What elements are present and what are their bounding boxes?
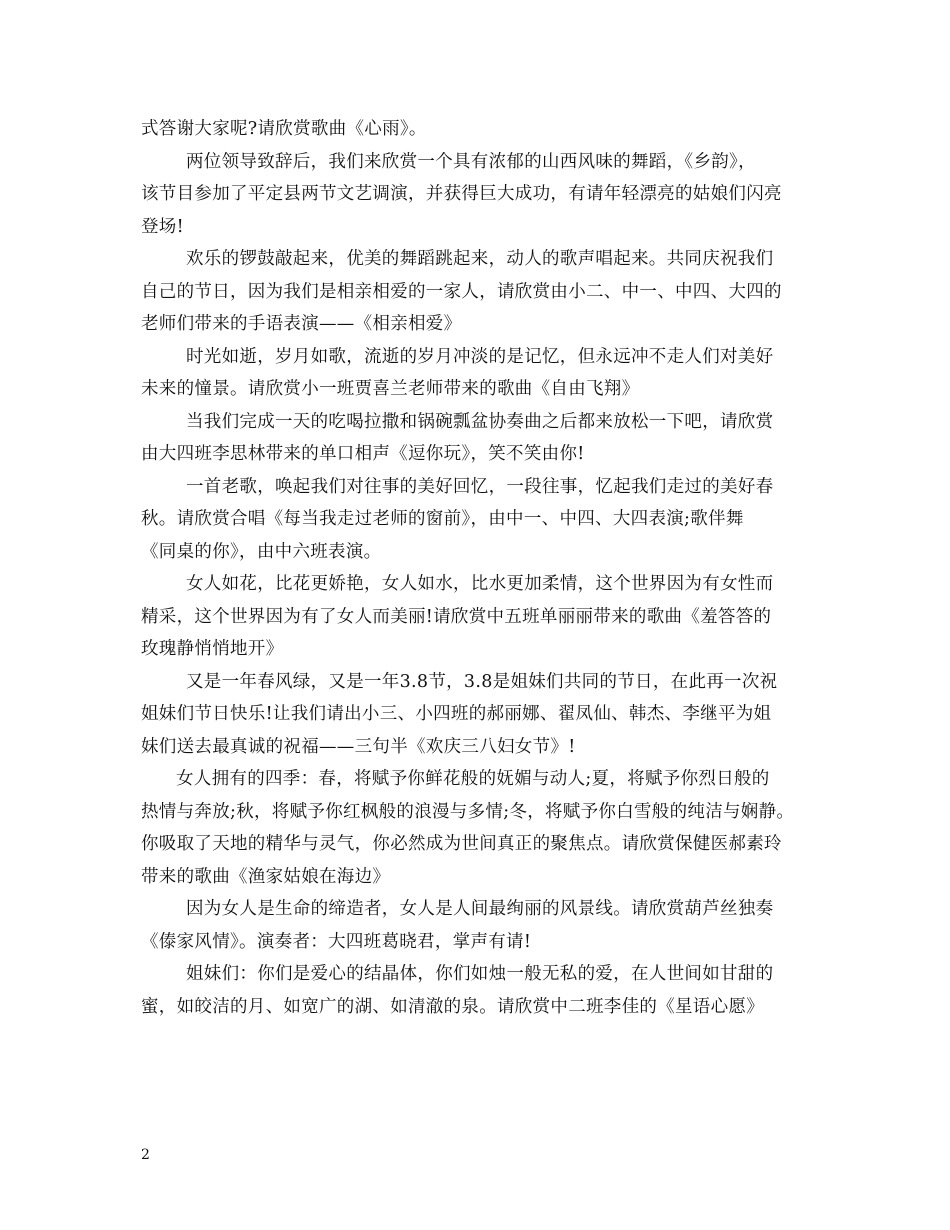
text-line: 当我们完成一天的吃喝拉撒和锅碗瓢盆协奏曲之后都来放松一下吧，请欣赏 xyxy=(186,411,774,432)
text-line: 登场! xyxy=(141,216,184,237)
text-line: 精采，这个世界因为有了女人而美丽!请欣赏中五班单丽丽带来的歌曲《羞答答的 xyxy=(141,606,772,627)
text-line: 女人如花，比花更娇艳，女人如水，比水更加柔情，这个世界因为有女性而 xyxy=(186,574,774,594)
text-line: 你吸取了天地的精华与灵气，你必然成为世间真正的聚焦点。请欣赏保健医郝素玲 xyxy=(141,834,782,854)
text-line: 式答谢大家呢?请欣赏歌曲《心雨》。 xyxy=(141,119,427,139)
page-number: 2 xyxy=(141,1147,150,1163)
text-line: 《同桌的你》，由中六班表演。 xyxy=(141,541,382,562)
text-line: 妹们送去最真诚的祝福——三句半《欢庆三八妇女节》! xyxy=(141,736,576,757)
text-line: 女人拥有的四季：春，将赋予你鲜花般的妩媚与动人;夏，将赋予你烈日般的 xyxy=(176,769,770,789)
document-body xyxy=(141,113,821,1023)
text-line: 又是一年春风绿，又是一年3.8节，3.8是姐妹们共同的节日，在此再一次祝 xyxy=(186,671,778,692)
text-line: 热情与奔放;秋，将赋予你红枫般的浪漫与多情;冬，将赋予你白雪般的纯洁与娴静。 xyxy=(141,801,795,822)
text-line: 该节目参加了平定县两节文艺调演，并获得巨大成功，有请年轻漂亮的姑娘们闪亮 xyxy=(141,184,782,204)
text-line: 蜜，如皎洁的月、如宽广的湖、如清澈的泉。请欣赏中二班李佳的《星语心愿》 xyxy=(141,996,764,1017)
text-line: 未来的憧景。请欣赏小一班贾喜兰老师带来的歌曲《自由飞翔》 xyxy=(141,379,640,399)
text-line: 两位领导致辞后，我们来欣赏一个具有浓郁的山西风味的舞蹈，《乡韵》， xyxy=(186,151,756,172)
text-line: 《傣家风情》。演奏者：大四班葛晓君，掌声有请! xyxy=(141,931,532,952)
text-line: 姐妹们节日快乐!让我们请出小三、小四班的郝丽娜、翟凤仙、韩杰、李继平为姐 xyxy=(141,704,772,724)
text-line: 由大四班李思林带来的单口相声《逗你玩》，笑不笑由你! xyxy=(141,444,585,464)
text-line: 一首老歌，唤起我们对往事的美好回忆，一段往事，忆起我们走过的美好春 xyxy=(186,476,774,497)
text-line: 老师们带来的手语表演——《相亲相爱》 xyxy=(141,314,462,334)
text-line: 欢乐的锣鼓敲起来，优美的舞蹈跳起来，动人的歌声唱起来。共同庆祝我们 xyxy=(186,249,774,269)
text-line: 因为女人是生命的缔造者，女人是人间最绚丽的风景线。请欣赏葫芦丝独奏 xyxy=(186,899,774,919)
text-line: 时光如逝，岁月如歌，流逝的岁月冲淡的是记忆，但永远冲不走人们对美好 xyxy=(186,346,774,367)
text-line: 姐妹们：你们是爱心的结晶体，你们如烛一般无私的爱，在人世间如甘甜的 xyxy=(186,964,774,984)
text-line: 秋。请欣赏合唱《每当我走过老师的窗前》，由中一、中四、大四表演;歌伴舞 xyxy=(141,509,744,529)
text-line: 玫瑰静悄悄地开》 xyxy=(141,639,284,659)
text-line: 带来的歌曲《渔家姑娘在海边》 xyxy=(141,866,391,887)
text-line: 自己的节日，因为我们是相亲相爱的一家人，请欣赏由小二、中一、中四、大四的 xyxy=(141,281,782,302)
